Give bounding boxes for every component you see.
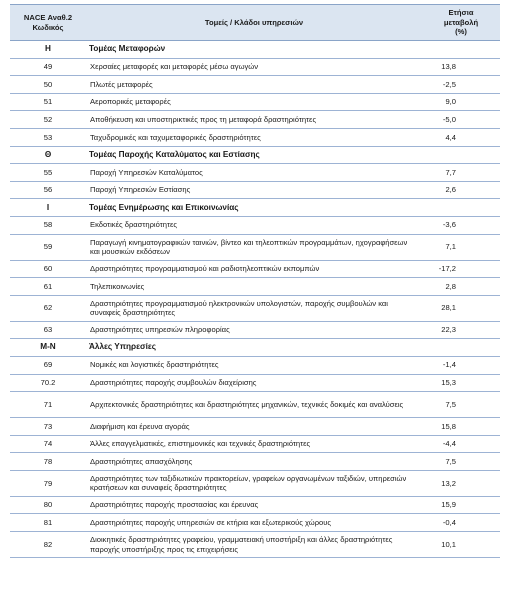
row-label: Παροχή Υπηρεσιών Εστίασης [86, 181, 422, 199]
row-label: Δραστηριότητες των ταξιδιωτικών πρακτορείων, γραφείων οργανωμένων ταξιδιών, υπηρεσιών κρατήσεων και συναφείς δραστηριότητες [86, 470, 422, 496]
row-value: 13,8 [422, 58, 500, 76]
table-row [10, 181, 500, 199]
table-row [10, 164, 500, 182]
row-label: Δραστηριότητες απασχόλησης [86, 453, 422, 471]
header-change-line3: (%) [455, 27, 467, 37]
header-code-line1: NACE Αναθ.2 [23, 13, 73, 23]
row-label: Εκδοτικές δραστηριότητες [86, 216, 422, 234]
row-value: 9,0 [422, 93, 500, 111]
row-label: Ταχυδρομικές και ταχυμεταφορικές δραστηριότητες [86, 128, 422, 146]
row-label: Πλωτές μεταφορές [86, 76, 422, 94]
row-code: 55 [10, 164, 86, 182]
row-value [422, 199, 500, 217]
row-value: 13,2 [422, 470, 500, 496]
table-row [10, 435, 500, 453]
table-row [10, 278, 500, 296]
table-row [10, 356, 500, 374]
table-row [10, 58, 500, 76]
table-row [10, 321, 500, 339]
row-label: Δραστηριότητες παροχής υπηρεσιών σε κτήρια και εξωτερικούς χώρους [86, 514, 422, 532]
header-change [422, 5, 500, 41]
table-row [10, 295, 500, 321]
row-label: Δραστηριότητες παροχής συμβουλών διαχείρισης [86, 374, 422, 392]
services-change-table [10, 4, 500, 558]
section-row [10, 146, 500, 164]
header-code-line2: Κωδικός [32, 22, 64, 32]
row-label: Παραγωγή κινηματογραφικών ταινιών, βίντεο και τηλεοπτικών προγραμμάτων, ηχογραφήσεων και μουσικών εκδόσεων [86, 234, 422, 260]
row-value: -3,6 [422, 216, 500, 234]
table-row [10, 76, 500, 94]
services-table-container [10, 4, 500, 558]
row-code: 79 [10, 470, 86, 496]
row-value: -0,4 [422, 514, 500, 532]
row-code: 56 [10, 181, 86, 199]
row-label: Αρχιτεκτονικές δραστηριότητες και δραστηριότητες μηχανικών, τεχνικές δοκιμές και αναλύσεις [86, 392, 422, 418]
row-value [422, 146, 500, 164]
row-code: Ι [10, 199, 86, 217]
table-row [10, 453, 500, 471]
table-row [10, 234, 500, 260]
table-row [10, 392, 500, 418]
row-code: Μ-Ν [10, 339, 86, 357]
row-value: 2,8 [422, 278, 500, 296]
row-code: 81 [10, 514, 86, 532]
row-code: 82 [10, 532, 86, 558]
row-label: Αεροπορικές μεταφορές [86, 93, 422, 111]
row-code: 59 [10, 234, 86, 260]
row-code: 52 [10, 111, 86, 129]
table-row [10, 128, 500, 146]
row-value [422, 41, 500, 59]
header-code [10, 5, 86, 41]
section-row [10, 339, 500, 357]
table-row [10, 93, 500, 111]
table-row [10, 260, 500, 278]
row-value: 2,6 [422, 181, 500, 199]
row-value: 15,3 [422, 374, 500, 392]
row-code: 73 [10, 418, 86, 436]
row-label: Αποθήκευση και υποστηρικτικές προς τη μεταφορά δραστηριότητες [86, 111, 422, 129]
row-code: 51 [10, 93, 86, 111]
row-label: Άλλες Υπηρεσίες [86, 339, 422, 357]
row-label: Νομικές και λογιστικές δραστηριότητες [86, 356, 422, 374]
row-code: 74 [10, 435, 86, 453]
row-value: -2,5 [422, 76, 500, 94]
header-change-line2: μεταβολή [443, 17, 479, 27]
row-code: 78 [10, 453, 86, 471]
table-row [10, 374, 500, 392]
row-value: 7,5 [422, 392, 500, 418]
row-value: 22,3 [422, 321, 500, 339]
header-change-line1: Ετήσια [448, 8, 474, 18]
row-value: -5,0 [422, 111, 500, 129]
table-row [10, 532, 500, 558]
row-value: 7,7 [422, 164, 500, 182]
row-value [422, 339, 500, 357]
row-label: Διαφήμιση και έρευνα αγοράς [86, 418, 422, 436]
table-row [10, 496, 500, 514]
row-code: 60 [10, 260, 86, 278]
row-value: 10,1 [422, 532, 500, 558]
row-value: 4,4 [422, 128, 500, 146]
row-code: 63 [10, 321, 86, 339]
section-row [10, 41, 500, 59]
table-row [10, 514, 500, 532]
table-row [10, 111, 500, 129]
row-value: -4,4 [422, 435, 500, 453]
row-value: 15,9 [422, 496, 500, 514]
row-value: 28,1 [422, 295, 500, 321]
row-code: 53 [10, 128, 86, 146]
table-row [10, 470, 500, 496]
table-header [10, 5, 500, 41]
row-label: Χερσαίες μεταφορές και μεταφορές μέσω αγωγών [86, 58, 422, 76]
row-label: Τομέας Παροχής Καταλύματος και Εστίασης [86, 146, 422, 164]
row-code: 80 [10, 496, 86, 514]
row-label: Τηλεπικοινωνίες [86, 278, 422, 296]
row-value: -17,2 [422, 260, 500, 278]
row-code: 49 [10, 58, 86, 76]
row-label: Δραστηριότητες υπηρεσιών πληροφορίας [86, 321, 422, 339]
row-code: 71 [10, 392, 86, 418]
row-code: 69 [10, 356, 86, 374]
row-code: 58 [10, 216, 86, 234]
row-value: 15,8 [422, 418, 500, 436]
row-label: Δραστηριότητες προγραμματισμού ηλεκτρονικών υπολογιστών, παροχής συμβουλών και συναφείς δραστηριότητες [86, 295, 422, 321]
row-code: 61 [10, 278, 86, 296]
row-value: -1,4 [422, 356, 500, 374]
row-label: Παροχή Υπηρεσιών Καταλύματος [86, 164, 422, 182]
row-code: Θ [10, 146, 86, 164]
row-code: 70.2 [10, 374, 86, 392]
row-label: Τομέας Μεταφορών [86, 41, 422, 59]
header-sector: Τομείς / Κλάδοι υπηρεσιών [86, 5, 422, 41]
row-code: 62 [10, 295, 86, 321]
row-value: 7,5 [422, 453, 500, 471]
row-label: Δραστηριότητες παροχής προστασίας και έρευνας [86, 496, 422, 514]
table-row [10, 418, 500, 436]
row-label: Διοικητικές δραστηριότητες γραφείου, γραμματειακή υποστήριξη και άλλες δραστηριότητες παροχής υποστήριξης προς τις επιχειρήσεις [86, 532, 422, 558]
row-code: 50 [10, 76, 86, 94]
row-label: Δραστηριότητες προγραμματισμού και ραδιοτηλεοπτικών εκπομπών [86, 260, 422, 278]
row-value: 7,1 [422, 234, 500, 260]
row-label: Άλλες επαγγελματικές, επιστημονικές και τεχνικές δραστηριότητες [86, 435, 422, 453]
table-body [10, 41, 500, 558]
row-label: Τομέας Ενημέρωσης και Επικοινωνίας [86, 199, 422, 217]
row-code: Η [10, 41, 86, 59]
table-row [10, 216, 500, 234]
section-row [10, 199, 500, 217]
